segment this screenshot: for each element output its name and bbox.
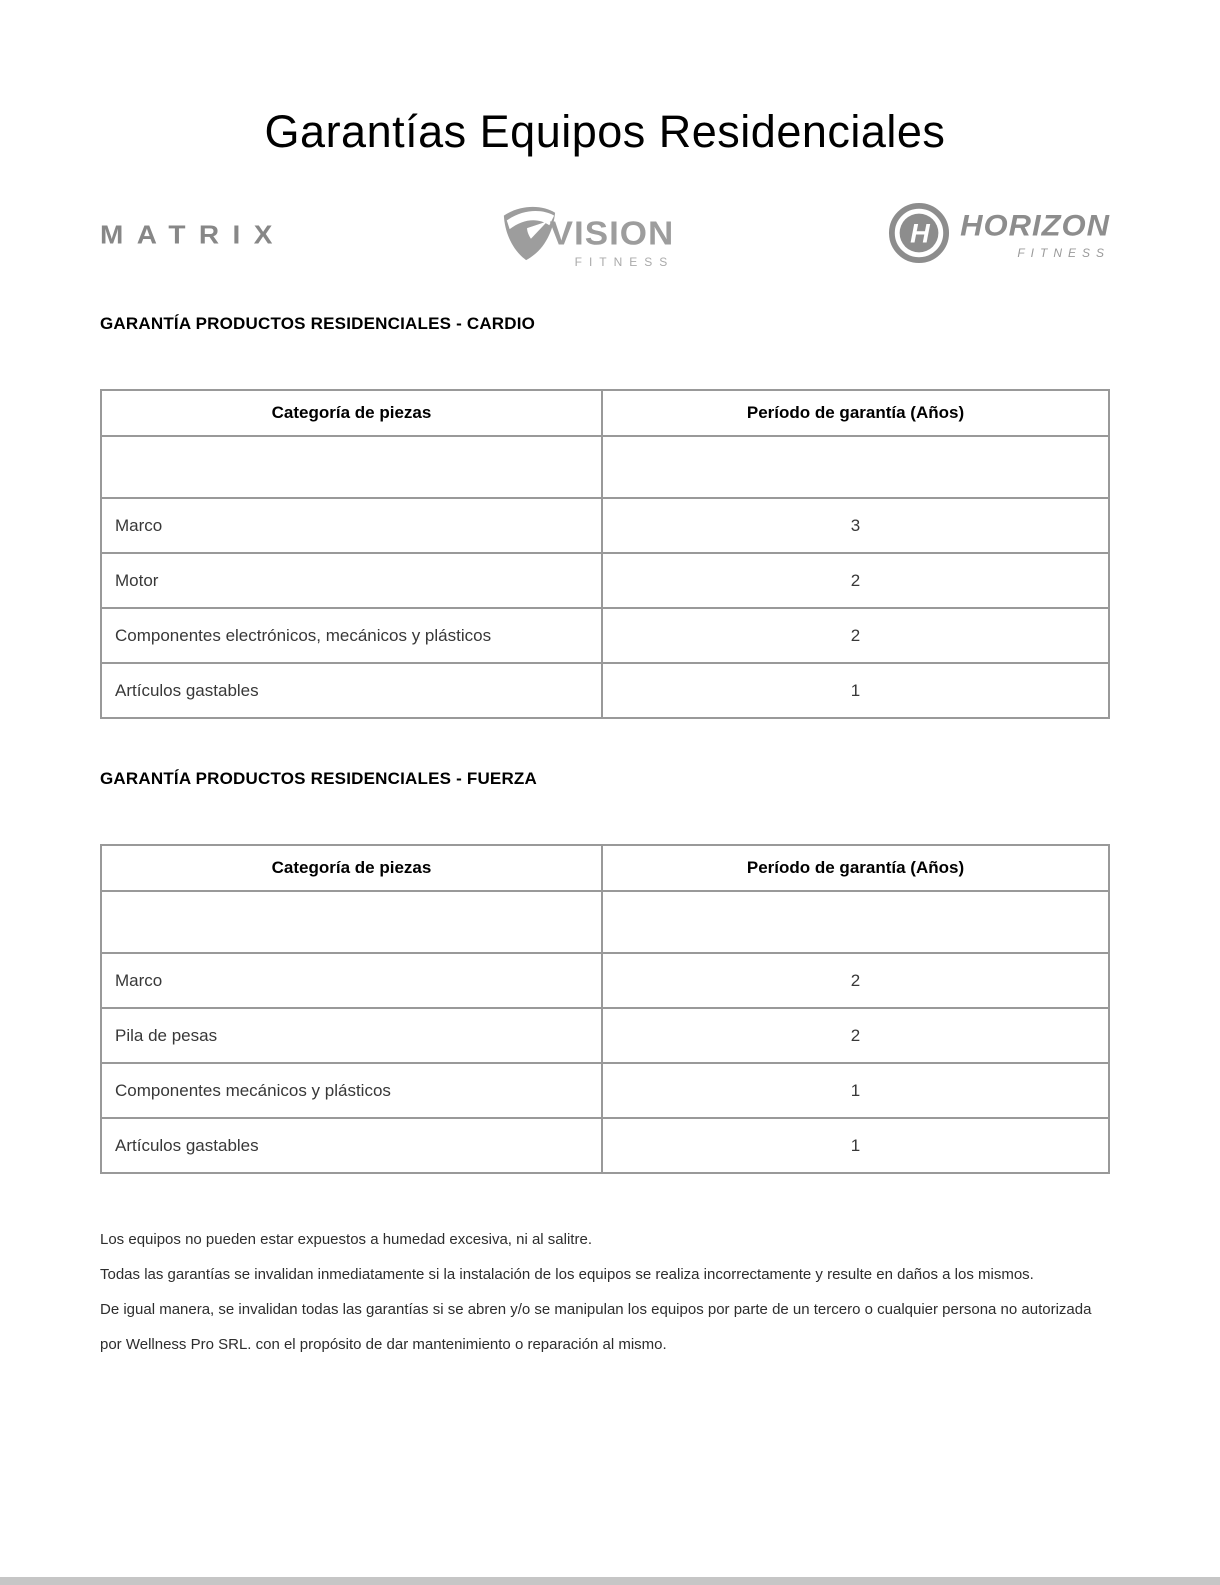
column-header-period: Período de garantía (Años) (602, 390, 1109, 436)
column-header-category: Categoría de piezas (101, 390, 602, 436)
category-cell: Artículos gastables (101, 663, 602, 718)
matrix-logo: MATRIX (100, 220, 286, 249)
table-row (101, 553, 1109, 608)
table-row (101, 498, 1109, 553)
table-header-row (101, 390, 1109, 436)
table-row (101, 891, 1109, 953)
category-cell: Componentes mecánicos y plásticos (101, 1063, 602, 1118)
note-humidity: Los equipos no pueden estar expuestos a humedad excesiva, ni al salitre. (100, 1231, 592, 1249)
horizon-circle-icon (888, 202, 950, 269)
vision-name-text: VISION (549, 214, 675, 252)
table-header-row (101, 845, 1109, 891)
page-bottom-bar (0, 1577, 1220, 1585)
warranty-period-cell: 2 (602, 553, 1109, 608)
category-cell: Motor (101, 553, 602, 608)
horizon-fitness-text: FITNESS (1017, 246, 1110, 261)
category-cell (101, 436, 602, 498)
category-cell (101, 891, 602, 953)
svg-text:H: H (910, 217, 930, 249)
table-row (101, 608, 1109, 663)
warranty-period-cell: 1 (602, 1118, 1109, 1173)
page-title: Garantías Equipos Residenciales (264, 106, 946, 157)
table-row (101, 663, 1109, 718)
category-cell: Pila de pesas (101, 1008, 602, 1063)
horizon-logo (888, 202, 1110, 269)
table-row (101, 1063, 1109, 1118)
section-heading-fuerza: GARANTÍA PRODUCTOS RESIDENCIALES - FUERZA (100, 769, 537, 789)
category-cell: Marco (101, 953, 602, 1008)
section-heading-cardio: GARANTÍA PRODUCTOS RESIDENCIALES - CARDIO (100, 314, 536, 334)
note-third-party: De igual manera, se invalidan todas las garantías si se abren y/o se manipulan los equipos por parte de un tercero o cualquier persona no autorizada por Wellness Pro SRL. con el propósito de dar mantenimiento o reparación al mismo. (100, 1301, 1092, 1354)
warranty-notes (100, 1222, 1110, 1362)
category-cell: Artículos gastables (101, 1118, 602, 1173)
warranty-period-cell: 2 (602, 608, 1109, 663)
column-header-period: Período de garantía (Años) (602, 845, 1109, 891)
table-row (101, 1008, 1109, 1063)
table-row (101, 1118, 1109, 1173)
category-cell: Componentes electrónicos, mecánicos y plásticos (101, 608, 602, 663)
warranty-period-cell: 2 (602, 1008, 1109, 1063)
note-installation: Todas las garantías se invalidan inmediatamente si la instalación de los equipos se realiza incorrectamente y resulte en daños a los mismos. (100, 1266, 1034, 1284)
horizon-wordmark (960, 210, 1110, 260)
warranty-period-cell (602, 891, 1109, 953)
horizon-name-text: HORIZON (960, 209, 1110, 243)
vision-wordmark (550, 216, 675, 269)
warranty-period-cell: 3 (602, 498, 1109, 553)
column-header-category: Categoría de piezas (101, 845, 602, 891)
cardio-warranty-table (100, 389, 1110, 719)
table-row (101, 436, 1109, 498)
fuerza-warranty-table (100, 844, 1110, 1174)
vision-logo (500, 202, 675, 269)
vision-fitness-text: FITNESS (574, 254, 675, 269)
warranty-period-cell: 1 (602, 663, 1109, 718)
warranty-period-cell: 2 (602, 953, 1109, 1008)
category-cell: Marco (101, 498, 602, 553)
table-row (101, 953, 1109, 1008)
brand-logos-row (100, 202, 1110, 268)
warranty-period-cell: 1 (602, 1063, 1109, 1118)
warranty-period-cell (602, 436, 1109, 498)
